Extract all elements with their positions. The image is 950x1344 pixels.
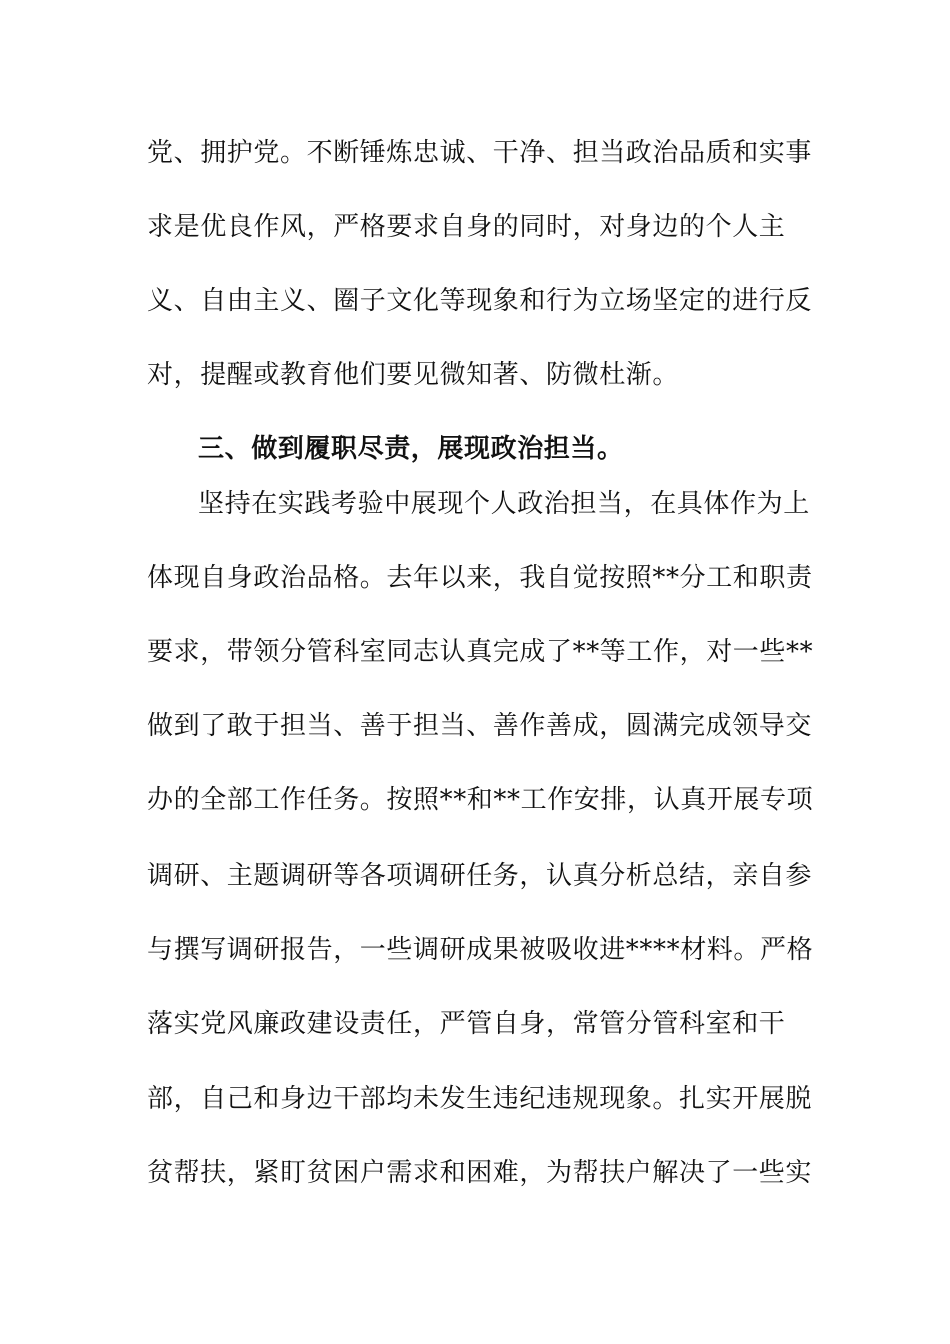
body-text-line: 求是优良作风，严格要求自身的同时，对身边的个人主 (147, 212, 786, 242)
body-text-line: 义、自由主义、圈子文化等现象和行为立场坚定的进行反 (147, 286, 813, 316)
body-text-line: 办的全部工作任务。按照**和**工作安排，认真开展专项 (147, 785, 814, 815)
body-text-line: 坚持在实践考验中展现个人政治担当，在具体作为上 (198, 489, 810, 519)
body-text-line: 调研、主题调研等各项调研任务，认真分析总结，亲自参 (147, 861, 813, 891)
body-text-line: 做到了敢于担当、善于担当、善作善成，圆满完成领导交 (147, 711, 813, 741)
body-text-line: 对，提醒或教育他们要见微知著、防微杜渐。 (147, 360, 680, 390)
body-text-line: 部，自己和身边干部均未发生违纪违规现象。扎实开展脱 (147, 1084, 813, 1114)
body-text-line: 要求，带领分管科室同志认真完成了**等工作，对一些** (147, 637, 814, 667)
body-text-line: 体现自身政治品格。去年以来，我自觉按照**分工和职责 (147, 563, 813, 593)
section-heading: 三、做到履职尽责，展现政治担当。 (198, 434, 624, 464)
body-text-line: 贫帮扶，紧盯贫困户需求和困难，为帮扶户解决了一些实 (147, 1158, 813, 1188)
body-text-line: 落实党风廉政建设责任，严管自身，常管分管科室和干 (147, 1009, 786, 1039)
body-text-line: 与撰写调研报告，一些调研成果被吸收进****材料。严格 (147, 935, 814, 965)
body-text-line: 党、拥护党。不断锤炼忠诚、干净、担当政治品质和实事 (147, 138, 813, 168)
